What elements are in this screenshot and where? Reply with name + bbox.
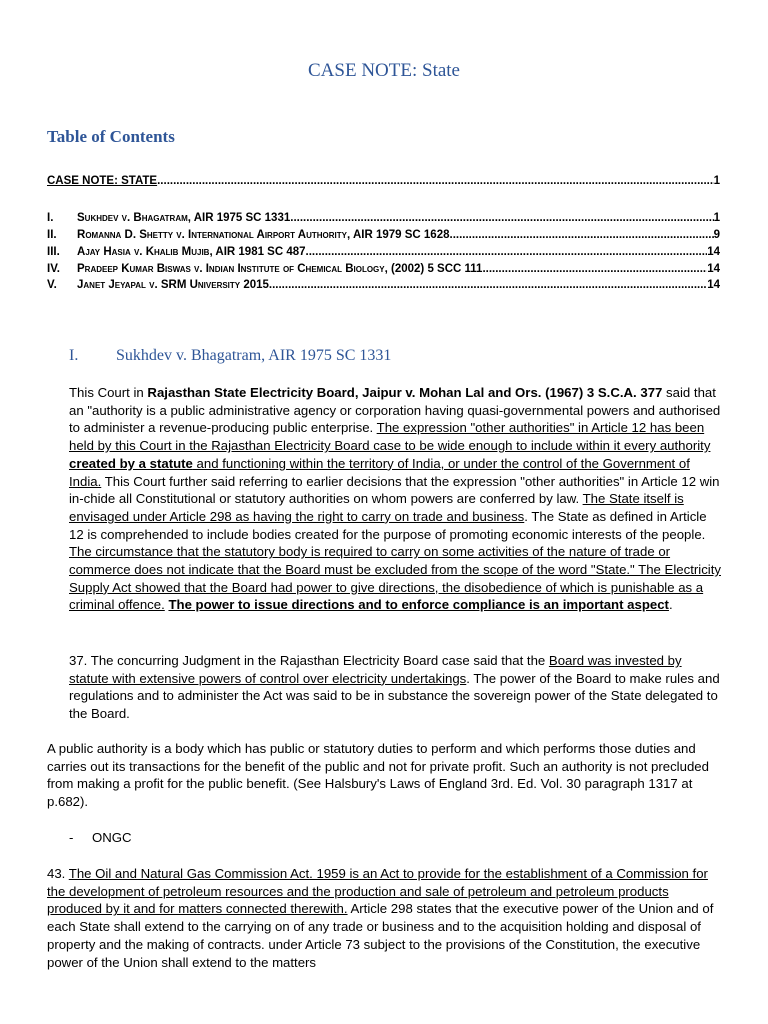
toc-entry-page: 1 [713,175,720,187]
toc-entry-text: Ajay Hasia v. Khalib Mujib, AIR 1981 SC 487 [77,246,306,258]
toc-leader-dots [306,245,708,259]
paragraph-2: 37. The concurring Judgment in the Rajasthan Electricity Board case said that the Board was invested by statute with extensive powers of control over electricity undertakings. The power of the Board to make rules and regulations and to administer the Act was said to be in substance the sovereign power of the State delegated to the Board. [69,653,720,722]
toc-entry-text: Romanna D. Shetty v. International Airport Authority, AIR 1979 SC 1628 [77,229,450,241]
toc-entry-page: 1 [713,212,720,224]
bullet-text: ONGC [92,830,132,845]
section-heading [69,347,391,365]
toc-leader-dots [450,228,714,242]
toc-entry-page: 9 [713,229,720,241]
toc-entry-page: 14 [707,246,720,258]
toc-entry[interactable] [47,278,720,292]
toc-entry[interactable] [47,228,720,242]
toc-entry-number: I. [47,212,54,224]
toc-leader-dots [290,211,713,225]
toc-leader-dots [269,278,707,292]
toc-entry-text: Pradeep Kumar Biswas v. Indian Institute of Chemical Biology, (2002) 5 SCC 111 [77,263,483,275]
toc-entry-text: Janet Jeyapal v. SRM University 2015 [77,279,269,291]
toc-entry-number: III. [47,246,60,258]
toc-entry-text: Sukhdev v. Bhagatram, AIR 1975 SC 1331 [77,212,291,224]
paragraph-3: A public authority is a body which has public or statutory duties to perform and which performs those duties and carries out its transactions for the benefit of the public and not for private profit. Such an authority is not precluded from making a profit for the public benefit. (See Halsbury's Laws of England 3rd. Ed. Vol. 30 paragraph 1317 at p.682). [47,741,709,810]
toc-entry-text: CASE NOTE: STATE [47,175,158,187]
toc-entry[interactable] [47,211,720,225]
toc-entry-number: IV. [47,263,61,275]
toc-entry[interactable] [47,245,720,259]
paragraph-4: 43. The Oil and Natural Gas Commission Act. 1959 is an Act to provide for the establishment of a Commission for the development of petroleum resources and the production and sale of petroleum and petroleum products produced by it and for matters connected therewith. Article 298 states that the executive power of the Union and of each State shall extend to the carrying on of any trade or business and to the acquisition holding and disposal of property and the making of contracts. under Article 73 subject to the provisions of the Constitution, the executive power of the Union shall extend to the matters [47,866,714,970]
toc-entry-number: V. [47,279,57,291]
toc-entry-number: II. [47,229,57,241]
section-numeral: I. [69,347,79,364]
section-title: Sukhdev v. Bhagatram, AIR 1975 SC 1331 [116,347,392,364]
toc-entry-page: 14 [707,263,720,275]
toc-leader-dots [482,262,707,276]
toc-heading: Table of Contents [47,127,175,146]
bullet-item [69,830,132,845]
paragraph-1: This Court in Rajasthan State Electricity Board, Jaipur v. Mohan Lal and Ors. (1967) 3 S.C.A. 377 said that an "authority is a public administrative agency or corporation having quasi-governmental powers and authorised to administer a revenue-producing public enterprise. The expression "other authorities" in Article 12 has been held by this Court in the Rajasthan Electricity Board case to be wide enough to include within it every authority created by a statute and functioning within the territory of India, or under the control of the Government of India. This Court further said referring to earlier decisions that the expression "other authorities" in Article 12 win in-chide all Constitutional or statutory authorities on whom powers are conferred by law. The State itself is envisaged under Article 298 as having the right to carry on trade and business. The State as defined in Article 12 is comprehended to include bodies created for the purpose of promoting economic interests of the people. The circumstance that the statutory body is required to carry on some activities of the nature of trade or commerce does not indicate that the Board must be excluded from the scope of the word "State." The Electricity Supply Act showed that the Board had power to give directions, the disobedience of which is punishable as a criminal offence. The power to issue directions and to enforce compliance is an important aspect. [69,385,721,613]
toc-entry-main[interactable] [47,174,720,188]
toc-entry-page: 14 [707,279,720,291]
toc-leader-dots [157,174,713,188]
bullet-dash: - [69,830,74,845]
toc-entry[interactable] [47,262,720,276]
document-title: CASE NOTE: State [308,60,460,81]
